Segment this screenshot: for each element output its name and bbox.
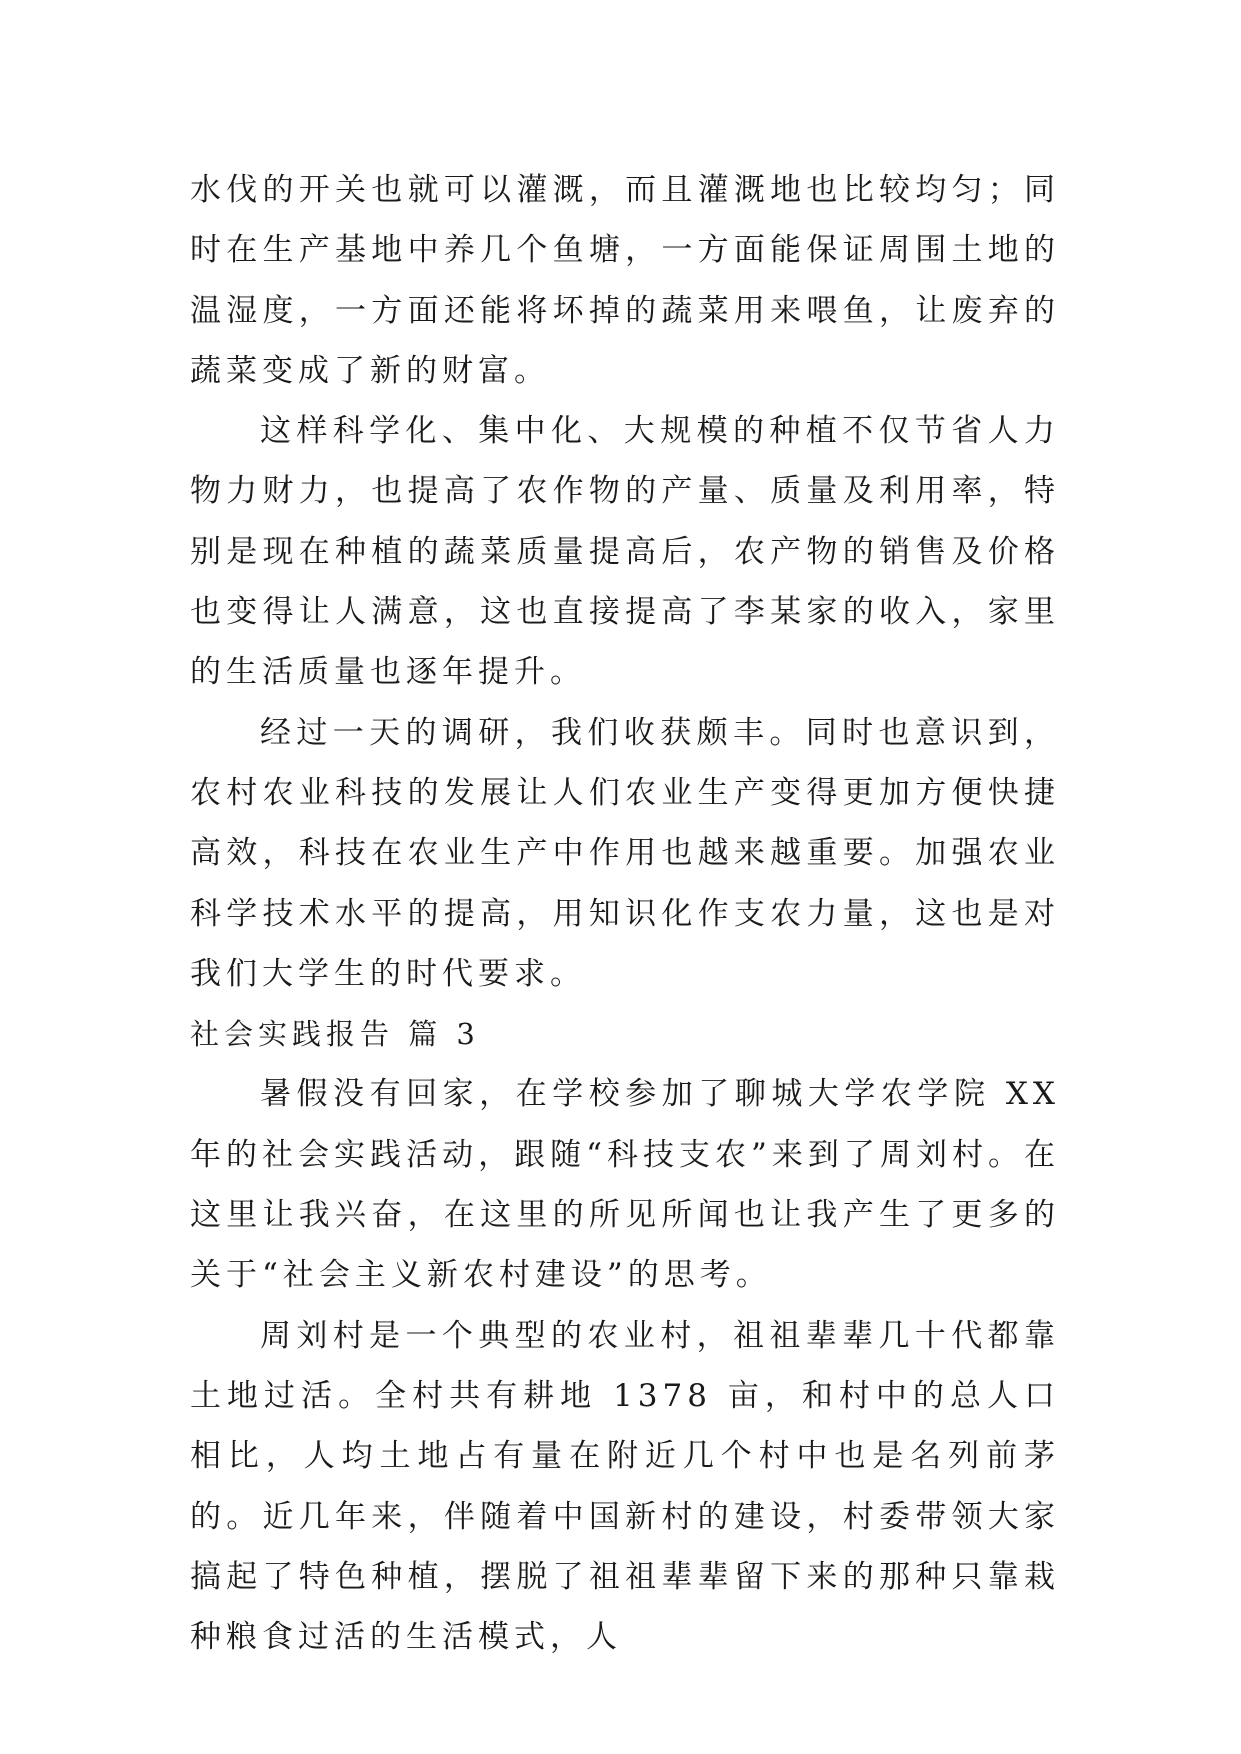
paragraph-1: 水伐的开关也就可以灌溉，而且灌溉地也比较均匀；同时在生产基地中养几个鱼塘，一方面能保证周围土地的温湿度，一方面还能将坏掉的蔬菜用来喂鱼，让废弃的蔬菜变成了新的财富。 <box>190 172 1060 389</box>
paragraph-4: 暑假没有回家，在学校参加了聊城大学农学院 XX 年的社会实践活动，跟随“科技支农”来到了周刘村。在这里让我兴奋，在这里的所见所闻也让我产生了更多的关于“社会主义新农村建设”的思考。 <box>190 1076 1060 1294</box>
section-heading: 社会实践报告 篇 3 <box>190 1017 480 1052</box>
paragraph-2: 这样科学化、集中化、大规模的种植不仅节省人力物力财力，也提高了农作物的产量、质量及利用率，特别是现在种植的蔬菜质量提高后，农产物的销售及价格也变得让人满意，这也直接提高了李某家的收入，家里的生活质量也逐年提升。 <box>190 413 1060 691</box>
paragraph-3: 经过一天的调研，我们收获颇丰。同时也意识到，农村农业科技的发展让人们农业生产变得更加方便快捷高效，科技在农业生产中作用也越来越重要。加强农业科学技术水平的提高，用知识化作支农力量，这也是对我们大学生的时代要求。 <box>190 714 1060 992</box>
document-body <box>190 160 1060 1667</box>
paragraph-5: 周刘村是一个典型的农业村，祖祖辈辈几十代都靠土地过活。全村共有耕地 1378 亩，和村中的总人口相比，人均土地占有量在附近几个村中也是名列前茅的。近几年来，伴随着中国新村的建设，村委带领大家搞起了特色种植，摆脱了祖祖辈辈留下来的那种只靠栽种粮食过活的生活模式，人 <box>190 1317 1060 1656</box>
